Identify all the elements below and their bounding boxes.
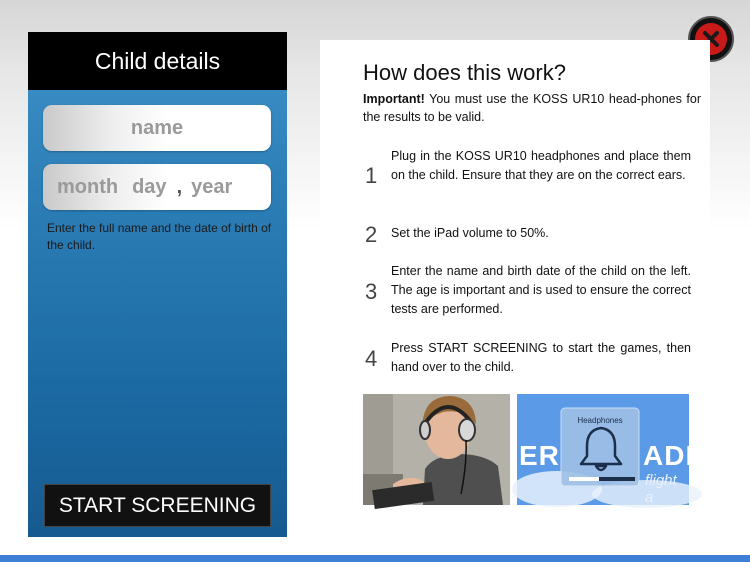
panel-hint: Enter the full name and the date of birth of the child. (47, 221, 272, 252)
name-placeholder: name (130, 116, 184, 139)
background-text-sub: flight a (645, 472, 677, 506)
step-1-text: Plug in the KOSS UR10 headphones and place them on the child. Ensure that they are on the correct ears. (391, 149, 691, 182)
date-of-birth-input[interactable] (43, 164, 271, 210)
step-1-number: 1 (365, 163, 378, 188)
step-3-number: 3 (365, 279, 378, 304)
step-2-number: 2 (365, 222, 378, 247)
popup-label: Headphones (577, 416, 623, 425)
photo-child-with-headphones (363, 394, 510, 505)
step-2-text: Set the iPad volume to 50%. (391, 226, 549, 240)
dob-day[interactable]: day (132, 175, 167, 198)
help-title: How does this work? (363, 60, 566, 85)
dob-month[interactable]: month (57, 175, 119, 198)
dob-year[interactable]: year (191, 175, 233, 198)
important-note (363, 90, 701, 126)
background-text-right: ADI (643, 440, 695, 471)
dob-separator: , (176, 175, 183, 198)
step-4-number: 4 (365, 346, 378, 371)
important-label: Important! (363, 92, 425, 106)
photo-app-screen (517, 394, 695, 506)
important-text: You must use the KOSS UR10 head-phones for the results to be valid. (363, 92, 701, 124)
background-text-left: ER (519, 440, 560, 471)
bottom-accent-bar (0, 555, 750, 562)
child-details-panel (28, 32, 287, 537)
step-3-text: Enter the name and birth date of the child on the left. The age is important and is used to ensure the correct tests are performed. (391, 264, 691, 316)
start-screening-button[interactable]: START SCREENING (44, 484, 271, 527)
name-input[interactable] (43, 105, 271, 151)
step-4-text: Press START SCREENING to start the games, then hand over to the child. (391, 341, 691, 374)
panel-title: Child details (28, 32, 287, 90)
